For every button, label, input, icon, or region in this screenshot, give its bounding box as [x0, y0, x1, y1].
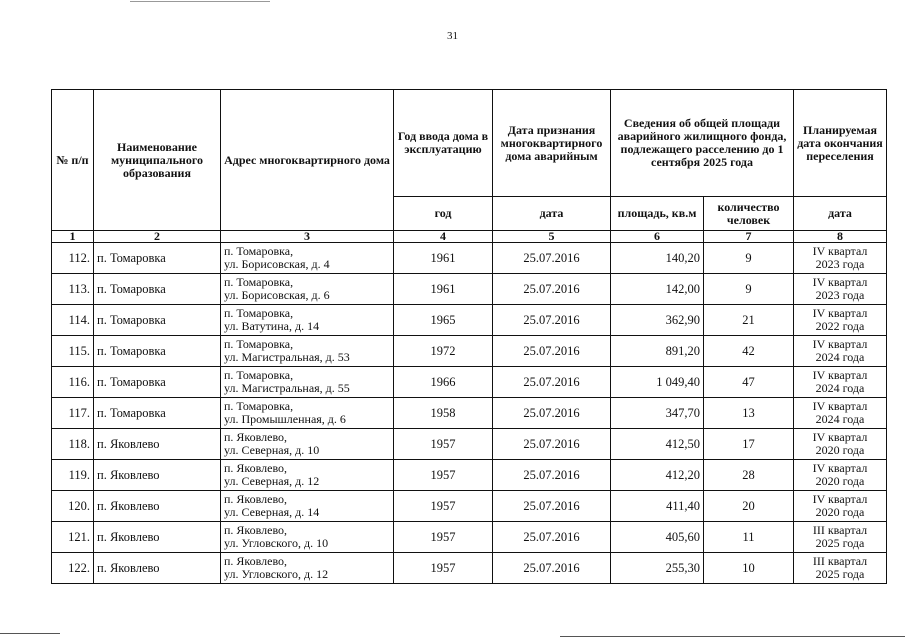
- planned-date-cell: [794, 429, 887, 460]
- planned-year: 2022 года: [815, 319, 865, 333]
- planned-quarter: IV квартал: [812, 306, 868, 320]
- row-number: 113.: [52, 274, 94, 305]
- address-line-settlement: п. Томаровка,: [224, 306, 294, 320]
- date-cell: 25.07.2016: [493, 491, 611, 522]
- date-cell: 25.07.2016: [493, 336, 611, 367]
- year-cell: 1957: [394, 429, 493, 460]
- planned-quarter: III квартал: [812, 523, 868, 537]
- municipality-cell: п. Яковлево: [94, 522, 221, 553]
- date-cell: 25.07.2016: [493, 243, 611, 274]
- address-line-settlement: п. Томаровка,: [224, 368, 294, 382]
- planned-date-cell: [794, 491, 887, 522]
- planned-year: 2023 года: [815, 288, 865, 302]
- planned-quarter: IV квартал: [812, 492, 868, 506]
- row-number: 115.: [52, 336, 94, 367]
- planned-date-cell: [794, 274, 887, 305]
- row-number: 120.: [52, 491, 94, 522]
- column-number: 8: [794, 231, 887, 243]
- date-cell: 25.07.2016: [493, 398, 611, 429]
- planned-quarter: IV квартал: [812, 275, 868, 289]
- scan-edge-top: [130, 1, 270, 2]
- address-line-street: ул. Северная, д. 10: [224, 443, 320, 457]
- year-cell: 1961: [394, 243, 493, 274]
- subheader-people: количество человек: [704, 197, 794, 231]
- area-cell: 412,20: [611, 460, 704, 491]
- area-cell: 140,20: [611, 243, 704, 274]
- column-number: 6: [611, 231, 704, 243]
- planned-year: 2025 года: [815, 536, 865, 550]
- header-no: № п/п: [52, 90, 94, 231]
- table-row: [52, 522, 887, 553]
- row-number: 117.: [52, 398, 94, 429]
- people-cell: 20: [704, 491, 794, 522]
- subheader-year: год: [394, 197, 493, 231]
- municipality-cell: п. Томаровка: [94, 243, 221, 274]
- table-row: [52, 429, 887, 460]
- address-cell: [221, 398, 394, 429]
- planned-year: 2023 года: [815, 257, 865, 271]
- people-cell: 21: [704, 305, 794, 336]
- header-address: Адрес многоквартирного дома: [221, 90, 394, 231]
- date-cell: 25.07.2016: [493, 305, 611, 336]
- planned-year: 2024 года: [815, 412, 865, 426]
- planned-date-cell: [794, 367, 887, 398]
- planned-year: 2020 года: [815, 443, 865, 457]
- people-cell: 11: [704, 522, 794, 553]
- scan-edge-bottom-right: [560, 636, 905, 637]
- municipality-cell: п. Томаровка: [94, 305, 221, 336]
- date-cell: 25.07.2016: [493, 460, 611, 491]
- column-number: 5: [493, 231, 611, 243]
- planned-date-cell: [794, 305, 887, 336]
- people-cell: 47: [704, 367, 794, 398]
- row-number: 119.: [52, 460, 94, 491]
- address-line-settlement: п. Томаровка,: [224, 337, 294, 351]
- header-info: Сведения об общей площади аварийного жилищного фонда, подлежащего расселению до 1 сентября 2025 года: [611, 90, 794, 197]
- address-cell: [221, 491, 394, 522]
- date-cell: 25.07.2016: [493, 553, 611, 584]
- people-cell: 17: [704, 429, 794, 460]
- people-cell: 10: [704, 553, 794, 584]
- address-cell: [221, 522, 394, 553]
- date-cell: 25.07.2016: [493, 429, 611, 460]
- table-row: [52, 553, 887, 584]
- address-cell: [221, 243, 394, 274]
- address-cell: [221, 367, 394, 398]
- planned-date-cell: [794, 522, 887, 553]
- header-year: Год ввода дома в эксплуатацию: [394, 90, 493, 197]
- address-cell: [221, 274, 394, 305]
- address-line-settlement: п. Яковлево,: [224, 461, 288, 475]
- planned-year: 2024 года: [815, 381, 865, 395]
- address-line-street: ул. Угловского, д. 12: [224, 567, 329, 581]
- year-cell: 1957: [394, 522, 493, 553]
- table-row: [52, 243, 887, 274]
- housing-register-table: [51, 89, 887, 584]
- people-cell: 9: [704, 274, 794, 305]
- address-cell: [221, 460, 394, 491]
- address-cell: [221, 429, 394, 460]
- area-cell: 347,70: [611, 398, 704, 429]
- header-planned: Планируемая дата окончания переселения: [794, 90, 887, 197]
- column-number-row: [52, 231, 887, 243]
- header-municipality: Наименование муниципального образования: [94, 90, 221, 231]
- column-number: 2: [94, 231, 221, 243]
- year-cell: 1966: [394, 367, 493, 398]
- area-cell: 362,90: [611, 305, 704, 336]
- address-line-street: ул. Борисовская, д. 6: [224, 288, 330, 302]
- address-cell: [221, 553, 394, 584]
- planned-year: 2020 года: [815, 505, 865, 519]
- area-cell: 142,00: [611, 274, 704, 305]
- address-line-settlement: п. Яковлево,: [224, 554, 288, 568]
- planned-year: 2020 года: [815, 474, 865, 488]
- area-cell: 412,50: [611, 429, 704, 460]
- table-header: [52, 90, 887, 243]
- area-cell: 1 049,40: [611, 367, 704, 398]
- row-number: 114.: [52, 305, 94, 336]
- column-number: 3: [221, 231, 394, 243]
- people-cell: 9: [704, 243, 794, 274]
- planned-date-cell: [794, 243, 887, 274]
- subheader-date: дата: [493, 197, 611, 231]
- address-line-settlement: п. Томаровка,: [224, 399, 294, 413]
- address-line-street: ул. Угловского, д. 10: [224, 536, 329, 550]
- planned-quarter: IV квартал: [812, 461, 868, 475]
- address-cell: [221, 336, 394, 367]
- table-row: [52, 305, 887, 336]
- column-number: 1: [52, 231, 94, 243]
- area-cell: 405,60: [611, 522, 704, 553]
- people-cell: 42: [704, 336, 794, 367]
- planned-quarter: III квартал: [812, 554, 868, 568]
- address-line-settlement: п. Томаровка,: [224, 244, 294, 258]
- area-cell: 255,30: [611, 553, 704, 584]
- municipality-cell: п. Томаровка: [94, 398, 221, 429]
- address-line-settlement: п. Яковлево,: [224, 523, 288, 537]
- year-cell: 1972: [394, 336, 493, 367]
- table-row: [52, 398, 887, 429]
- year-cell: 1961: [394, 274, 493, 305]
- row-number: 112.: [52, 243, 94, 274]
- municipality-cell: п. Яковлево: [94, 491, 221, 522]
- municipality-cell: п. Яковлево: [94, 553, 221, 584]
- people-cell: 28: [704, 460, 794, 491]
- year-cell: 1957: [394, 460, 493, 491]
- row-number: 122.: [52, 553, 94, 584]
- municipality-cell: п. Томаровка: [94, 274, 221, 305]
- address-line-street: ул. Северная, д. 14: [224, 505, 320, 519]
- table-row: [52, 460, 887, 491]
- table-row: [52, 336, 887, 367]
- date-cell: 25.07.2016: [493, 367, 611, 398]
- planned-quarter: IV квартал: [812, 337, 868, 351]
- address-line-street: ул. Ватутина, д. 14: [224, 319, 320, 333]
- subheader-area: площадь, кв.м: [611, 197, 704, 231]
- page-number: 31: [447, 30, 458, 42]
- row-number: 118.: [52, 429, 94, 460]
- date-cell: 25.07.2016: [493, 522, 611, 553]
- address-line-settlement: п. Яковлево,: [224, 430, 288, 444]
- planned-quarter: IV квартал: [812, 368, 868, 382]
- address-line-street: ул. Магистральная, д. 53: [224, 350, 350, 364]
- municipality-cell: п. Яковлево: [94, 429, 221, 460]
- address-line-street: ул. Промышленная, д. 6: [224, 412, 346, 426]
- address-line-settlement: п. Томаровка,: [224, 275, 294, 289]
- table-row: [52, 491, 887, 522]
- row-number: 121.: [52, 522, 94, 553]
- address-line-street: ул. Северная, д. 12: [224, 474, 320, 488]
- address-cell: [221, 305, 394, 336]
- planned-date-cell: [794, 553, 887, 584]
- planned-year: 2024 года: [815, 350, 865, 364]
- table-row: [52, 274, 887, 305]
- table-body: [52, 243, 887, 584]
- area-cell: 411,40: [611, 491, 704, 522]
- planned-date-cell: [794, 336, 887, 367]
- address-line-street: ул. Борисовская, д. 4: [224, 257, 330, 271]
- year-cell: 1958: [394, 398, 493, 429]
- planned-quarter: IV квартал: [812, 399, 868, 413]
- planned-quarter: IV квартал: [812, 244, 868, 258]
- subheader-planned: дата: [794, 197, 887, 231]
- column-number: 4: [394, 231, 493, 243]
- scan-edge-bottom: [0, 633, 60, 634]
- table-row: [52, 367, 887, 398]
- year-cell: 1957: [394, 491, 493, 522]
- year-cell: 1957: [394, 553, 493, 584]
- address-line-settlement: п. Яковлево,: [224, 492, 288, 506]
- municipality-cell: п. Томаровка: [94, 336, 221, 367]
- planned-date-cell: [794, 460, 887, 491]
- date-cell: 25.07.2016: [493, 274, 611, 305]
- row-number: 116.: [52, 367, 94, 398]
- area-cell: 891,20: [611, 336, 704, 367]
- municipality-cell: п. Томаровка: [94, 367, 221, 398]
- address-line-street: ул. Магистральная, д. 55: [224, 381, 350, 395]
- municipality-cell: п. Яковлево: [94, 460, 221, 491]
- column-number: 7: [704, 231, 794, 243]
- header-date: Дата признания многоквартирного дома аварийным: [493, 90, 611, 197]
- people-cell: 13: [704, 398, 794, 429]
- planned-quarter: IV квартал: [812, 430, 868, 444]
- year-cell: 1965: [394, 305, 493, 336]
- planned-year: 2025 года: [815, 567, 865, 581]
- planned-date-cell: [794, 398, 887, 429]
